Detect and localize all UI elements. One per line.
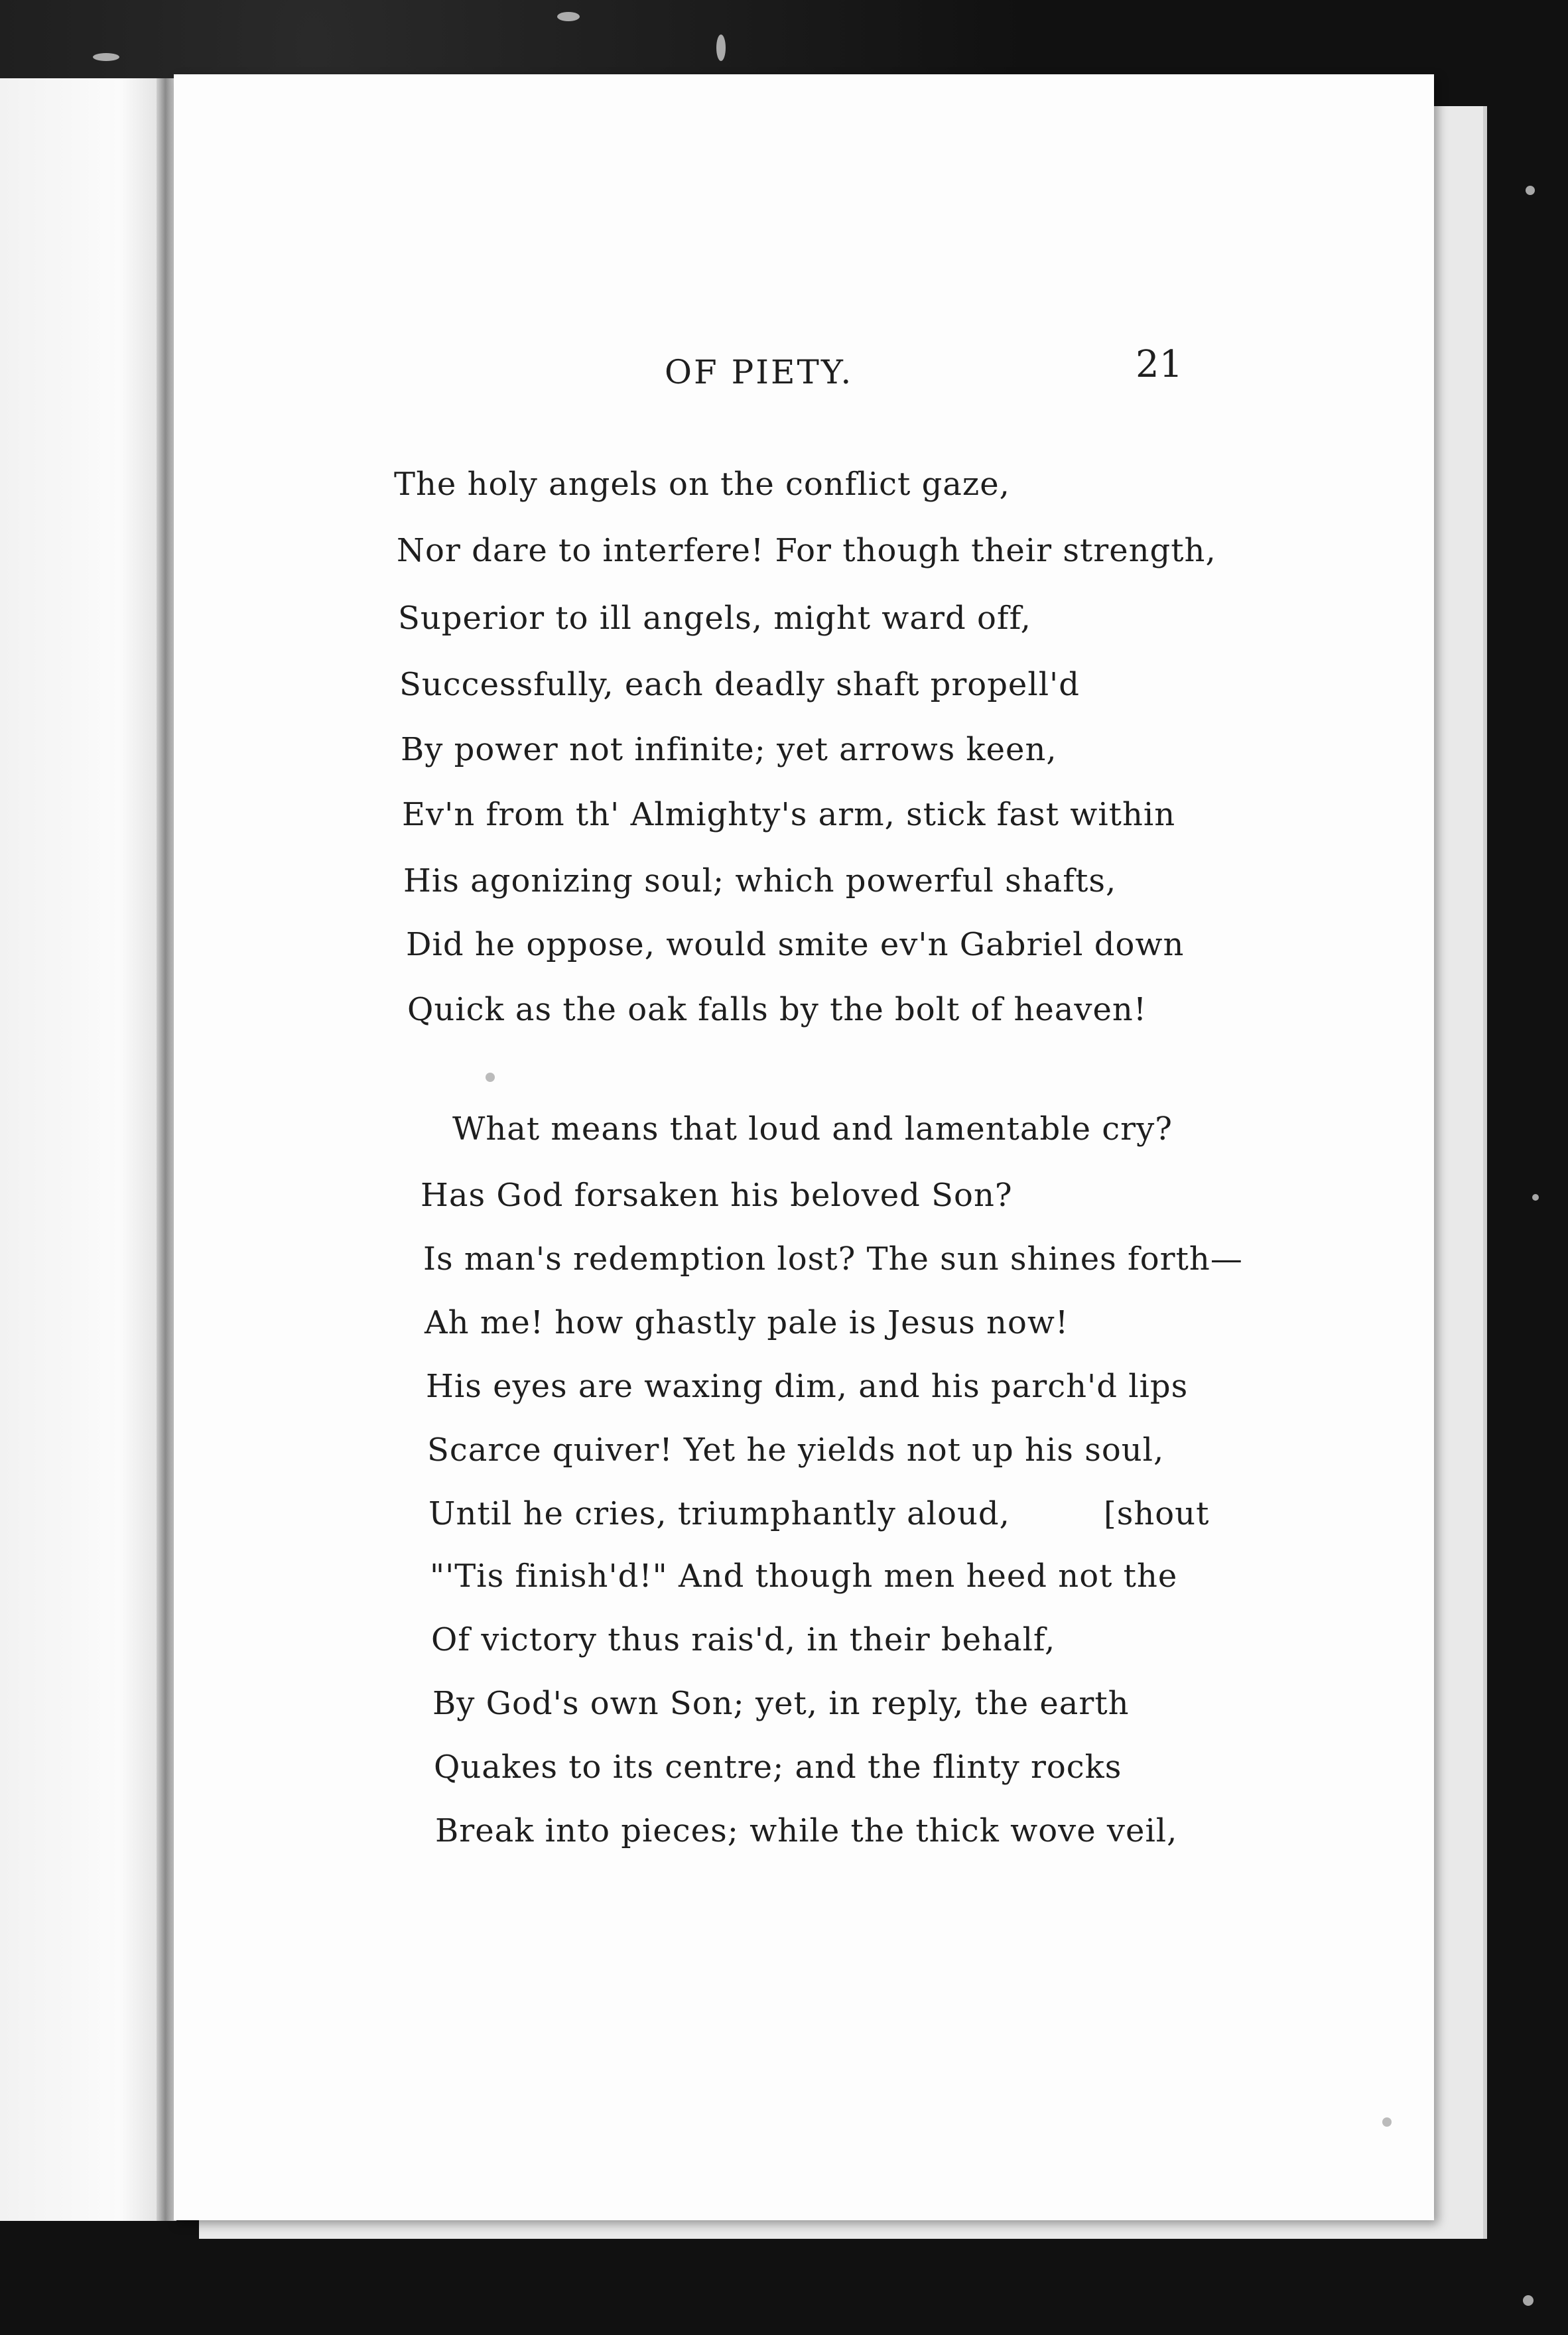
ink-dot	[486, 1073, 495, 1082]
verse-line: Of victory thus rais'd, in their behalf,	[431, 1621, 1056, 1658]
verse-line: Break into pieces; while the thick wove veil,	[435, 1812, 1178, 1849]
dust-speck	[716, 34, 726, 61]
verse-line: Scarce quiver! Yet he yields not up his soul,	[427, 1432, 1165, 1469]
verse-line: His agonizing soul; which powerful shafts,	[403, 862, 1117, 900]
verse-line: Ev'n from th' Almighty's arm, stick fast within	[402, 796, 1176, 833]
ink-dot	[1382, 2117, 1392, 2127]
verse-line: Is man's redemption lost? The sun shines forth—	[423, 1240, 1243, 1278]
page-number: 21	[1136, 343, 1183, 386]
verse-line: Did he oppose, would smite ev'n Gabriel down	[406, 926, 1185, 963]
verse-line: Successfully, each deadly shaft propell'd	[399, 666, 1080, 703]
running-head-title: OF PIETY.	[665, 353, 854, 391]
dust-speck	[93, 53, 119, 61]
book-page	[174, 74, 1434, 2220]
verse-line: The holy angels on the conflict gaze,	[394, 466, 1010, 503]
verse-line: By power not infinite; yet arrows keen,	[401, 731, 1057, 768]
verse-line: Quakes to its centre; and the flinty rocks	[434, 1749, 1122, 1786]
verse-line: Nor dare to interfere! For though their strength,	[397, 532, 1216, 569]
verse-line: Quick as the oak falls by the bolt of heaven!	[407, 991, 1147, 1028]
dust-speck	[1526, 186, 1535, 195]
verse-line: Has God forsaken his beloved Son?	[421, 1177, 1013, 1214]
turnover-bracket: [shout	[1104, 1495, 1210, 1532]
dust-speck	[557, 12, 580, 21]
verse-line: What means that loud and lamentable cry?	[452, 1110, 1173, 1148]
verse-line: By God's own Son; yet, in reply, the earth	[432, 1685, 1130, 1722]
dust-speck	[1532, 1194, 1539, 1201]
verse-line: Until he cries, triumphantly aloud,	[428, 1495, 1010, 1532]
verse-line: "'Tis finish'd!" And though men heed not the	[430, 1558, 1178, 1595]
verse-line: His eyes are waxing dim, and his parch'd lips	[426, 1368, 1189, 1405]
verse-line: Ah me! how ghastly pale is Jesus now!	[425, 1304, 1069, 1341]
verse-line: Superior to ill angels, might ward off,	[398, 600, 1031, 637]
facing-page-edge	[0, 78, 171, 2221]
dust-speck	[1523, 2295, 1534, 2306]
